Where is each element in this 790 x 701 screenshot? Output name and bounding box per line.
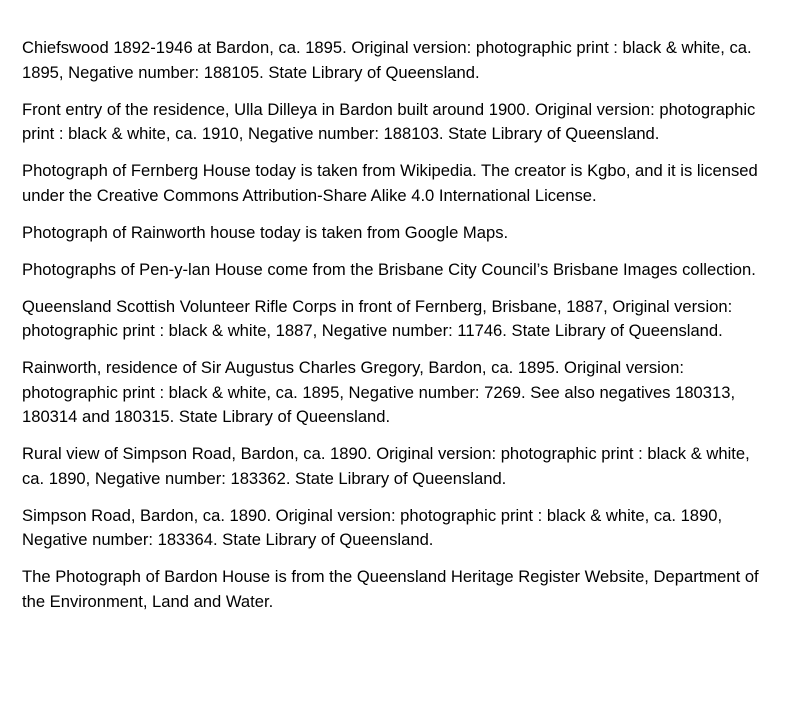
- credit-paragraph-pen-y-lan: Photographs of Pen-y-lan House come from the Brisbane City Council’s Brisbane Images collection.: [22, 259, 756, 279]
- credit-paragraph-rifle-corps: Queensland Scottish Volunteer Rifle Corps in front of Fernberg, Brisbane, 1887, Original version: photographic print : black & white, 1887, Negative number: 11746. State Library of Queensland.: [22, 296, 737, 340]
- credit-paragraph-rural-simpson-road: Rural view of Simpson Road, Bardon, ca. 1890. Original version: photographic print : black & white, ca. 1890, Negative number: 183362. State Library of Queensland.: [22, 444, 755, 488]
- credit-paragraph-rainworth-residence: Rainworth, residence of Sir Augustus Charles Gregory, Bardon, ca. 1895. Original version: photographic print : black & white, ca. 1895, Negative number: 7269. See also negatives 180313, 180314 and 180315. State Library of Queensland.: [22, 358, 740, 426]
- credit-paragraph-bardon-house: The Photograph of Bardon House is from the Queensland Heritage Register Website, Department of the Environment, Land and Water.: [22, 567, 764, 611]
- image-credits-document: [22, 36, 774, 627]
- credit-paragraph-simpson-road: Simpson Road, Bardon, ca. 1890. Original version: photographic print : black & white, ca. 1890, Negative number: 183364. State Library of Queensland.: [22, 505, 727, 549]
- credit-paragraph-chiefswood: Chiefswood 1892-1946 at Bardon, ca. 1895. Original version: photographic print : black & white, ca. 1895, Negative number: 188105. State Library of Queensland.: [22, 38, 757, 82]
- credit-paragraph-rainworth-google-maps: Photograph of Rainworth house today is taken from Google Maps.: [22, 222, 509, 242]
- credit-paragraph-ulla-dilleya: Front entry of the residence, Ulla Dilleya in Bardon built around 1900. Original version: photographic print : black & white, ca. 1910, Negative number: 188103. State Library of Queensland.: [22, 99, 760, 143]
- credit-paragraph-fernberg-wikipedia: Photograph of Fernberg House today is taken from Wikipedia. The creator is Kgbo, and it is licensed under the Creative Commons Attribution-Share Alike 4.0 International License.: [22, 161, 767, 205]
